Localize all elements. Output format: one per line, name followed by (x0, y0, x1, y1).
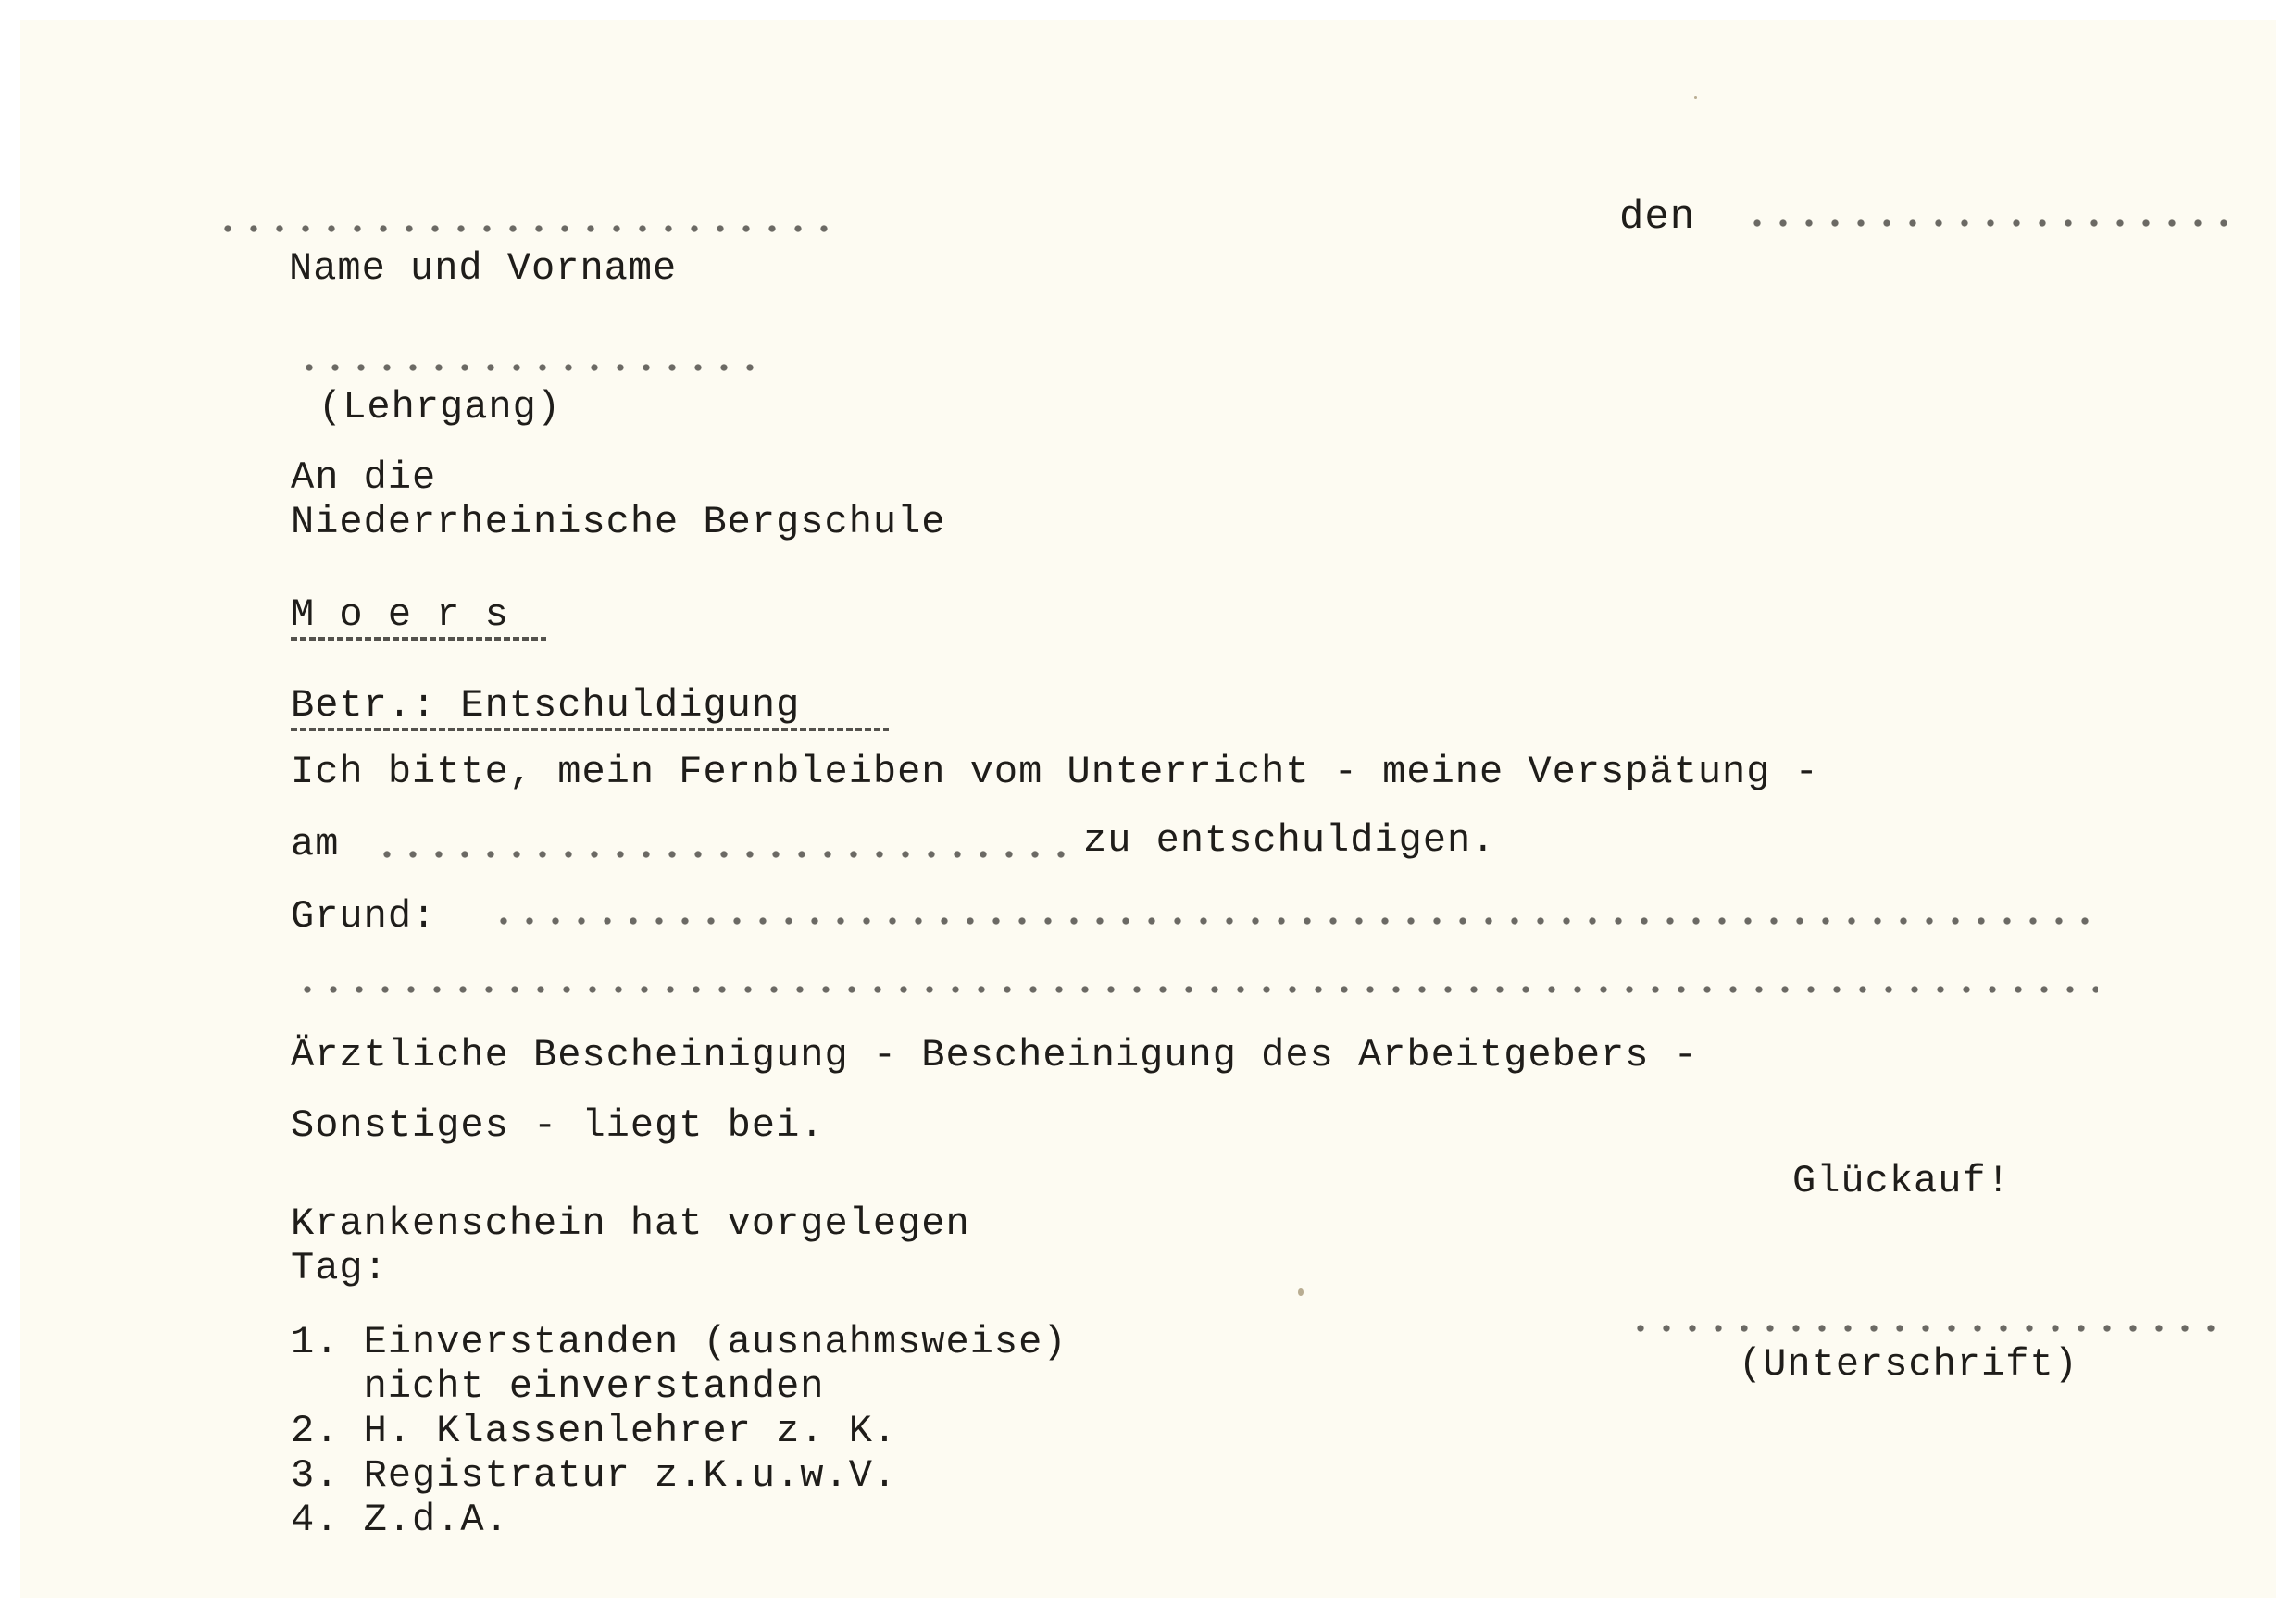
attachment-line-1: Ärztliche Bescheinigung - Bescheinigung des Arbeitgebers - (291, 1033, 1698, 1077)
subject-line: Betr.: Entschuldigung (291, 683, 801, 728)
recipient-line-1: An die (291, 455, 437, 500)
signature-fill-line[interactable] (1628, 1322, 2224, 1335)
excuse-text: zu entschuldigen. (1083, 818, 1496, 863)
form-sheet (20, 20, 2276, 1598)
city-underline (291, 637, 546, 641)
request-line: Ich bitte, mein Fernbleiben vom Unterricht - meine Verspätung - (291, 750, 1819, 794)
subject-underline (291, 728, 889, 731)
office-item-1b: nicht einverstanden (291, 1364, 825, 1409)
reason-fill-line-1[interactable] (491, 915, 2098, 927)
paper-speck (1298, 1288, 1304, 1296)
recipient-line-2: Niederrheinische Bergschule (291, 500, 946, 544)
day-label: Tag: (291, 1246, 388, 1290)
absence-date-fill-line[interactable] (374, 848, 1074, 861)
office-item-1: 1. Einverstanden (ausnahmsweise) (291, 1320, 1067, 1364)
grund-label: Grund: (291, 894, 437, 939)
date-prefix: den (1619, 194, 1696, 241)
office-item-2: 2. H. Klassenlehrer z. K. (291, 1409, 898, 1453)
paper-speck (1694, 96, 1697, 99)
closing-greeting: Glückauf! (1792, 1159, 2011, 1203)
course-label: (Lehrgang) (318, 385, 562, 429)
course-fill-line[interactable] (296, 361, 763, 374)
recipient-city: M o e r s (291, 592, 509, 637)
signature-label: (Unterschrift) (1739, 1342, 2078, 1387)
am-label: am (291, 822, 340, 866)
office-item-3: 3. Registratur z.K.u.w.V. (291, 1453, 898, 1498)
name-fill-line[interactable] (215, 222, 837, 235)
sick-note-line: Krankenschein hat vorgelegen (291, 1201, 970, 1246)
office-item-4: 4. Z.d.A. (291, 1498, 509, 1542)
date-fill-line[interactable] (1744, 217, 2237, 230)
reason-fill-line-2[interactable] (294, 983, 2098, 996)
name-label: Name und Vorname (289, 246, 678, 291)
attachment-line-2: Sonstiges - liegt bei. (291, 1103, 825, 1148)
